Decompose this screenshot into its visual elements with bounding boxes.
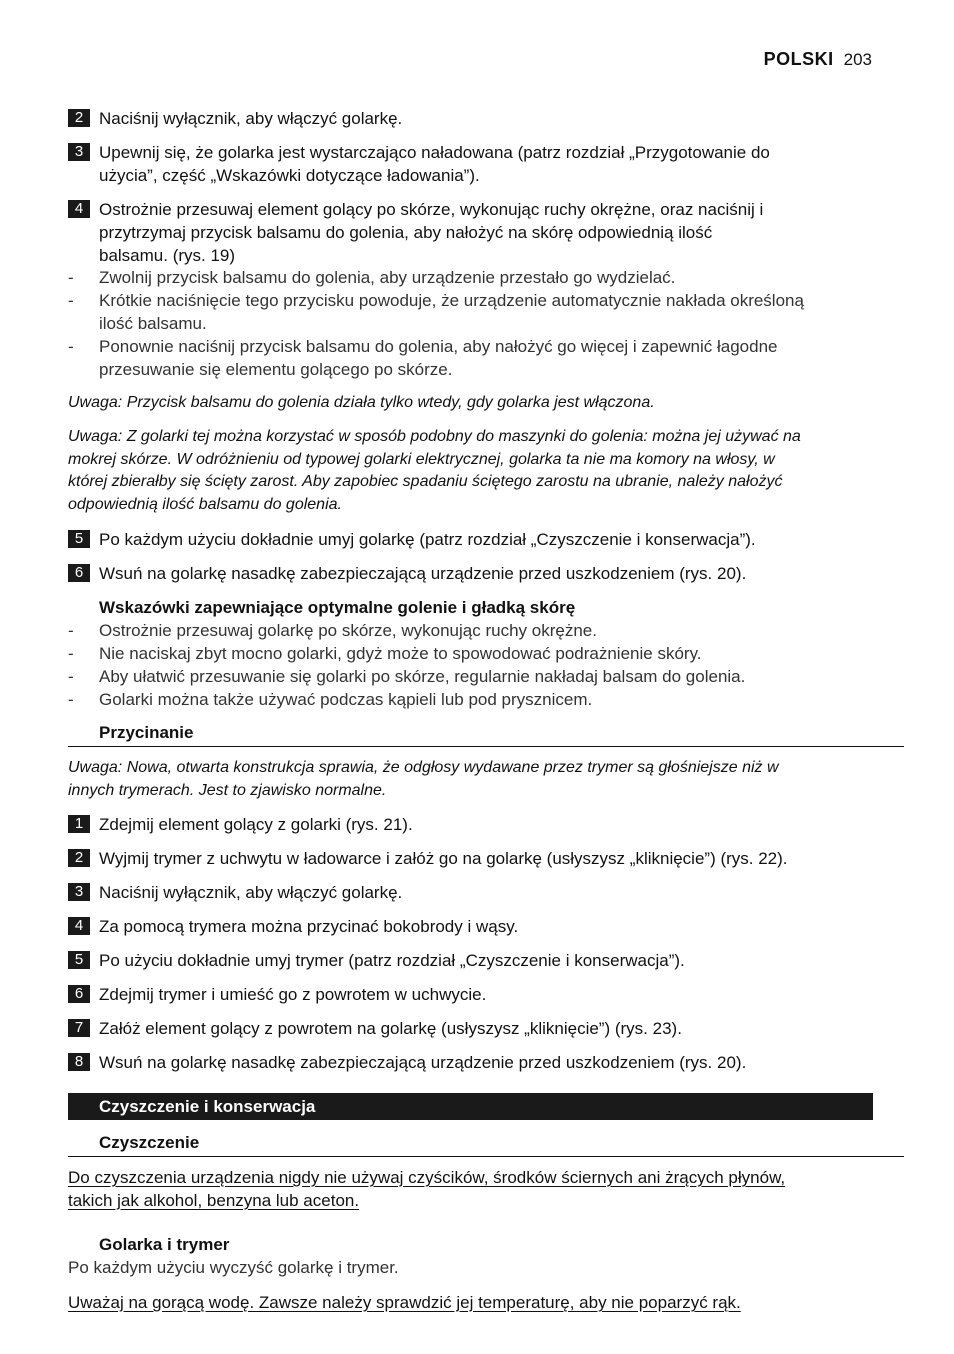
step-item [68, 847, 904, 870]
step-line: balsamu. (rys. 19) [99, 246, 236, 265]
note-line: mokrej skórze. W odróżnieniu od typowej golarki elektrycznej, golarka ta nie ma komory na włosy, w [68, 450, 775, 468]
step-text: Po użyciu dokładnie umyj trymer (patrz rozdział „Czyszczenie i konserwacja”). [99, 951, 685, 970]
clean-warning [68, 1166, 873, 1212]
step-number: 5 [68, 530, 90, 548]
step-text: Załóż element golący z powrotem na golarkę (usłyszysz „kliknięcie”) (rys. 23). [99, 1019, 682, 1038]
step-text: Za pomocą trymera można przycinać bokobrody i wąsy. [99, 917, 519, 936]
warning-line: Do czyszczenia urządzenia nigdy nie używaj czyścików, środków ściernych ani żrących płynów, [68, 1168, 786, 1187]
step-item [68, 881, 904, 904]
shaver-heading: Golarka i trymer [99, 1235, 230, 1254]
bullet-item: - Ponownie naciśnij przycisk balsamu do golenia, aby nałożyć go więcej i zapewnić łagodne przesuwanie się elementu golącego po skórze. [68, 335, 904, 381]
bullet-line: Nie naciskaj zbyt mocno golarki, gdyż może to spowodować podrażnienie skóry. [99, 644, 702, 663]
step-item [68, 1051, 904, 1074]
step-number: 3 [68, 883, 90, 901]
step-line: Upewnij się, że golarka jest wystarczająco naładowana (patrz rozdział „Przygotowanie do [99, 143, 770, 162]
step-line: Ostrożnie przesuwaj element golący po skórze, wykonując ruchy okrężne, oraz naciśnij i [99, 200, 764, 219]
step-number: 1 [68, 815, 90, 833]
note-line: odpowiednią ilość balsamu do golenia. [68, 495, 342, 513]
step-line: użycia”, część „Wskazówki dotyczące ładowania”). [99, 166, 480, 185]
bullet-line: Golarki można także używać podczas kąpieli lub pod prysznicem. [99, 690, 593, 709]
bullet-line: Zwolnij przycisk balsamu do golenia, aby urządzenie przestało go wydzielać. [99, 268, 676, 287]
warning-line: Uważaj na gorącą wodę. Zawsze należy sprawdzić jej temperaturę, aby nie poparzyć rąk. [68, 1293, 741, 1312]
step-item [68, 1017, 904, 1040]
note [68, 757, 873, 802]
step-item [68, 813, 904, 836]
step-number: 2 [68, 109, 90, 127]
hot-water-warning [68, 1291, 873, 1314]
section-title: Czyszczenie i konserwacja [99, 1097, 316, 1116]
tips-heading: Wskazówki zapewniające optymalne golenie i gładką skórę [99, 598, 576, 617]
step-text: Zdejmij trymer i umieść go z powrotem w uchwycie. [99, 985, 487, 1004]
step-text: Wsuń na golarkę nasadkę zabezpieczającą urządzenie przed uszkodzeniem (rys. 20). [99, 564, 747, 583]
step-number: 6 [68, 564, 90, 582]
step-number: 5 [68, 951, 90, 969]
bullet-line: Ponownie naciśnij przycisk balsamu do golenia, aby nałożyć go więcej i zapewnić łagodne [99, 337, 778, 356]
bullet-line: Ostrożnie przesuwaj golarkę po skórze, wykonując ruchy okrężne. [99, 621, 597, 640]
bullet-line: ilość balsamu. [99, 314, 207, 333]
step-text: Naciśnij wyłącznik, aby włączyć golarkę. [99, 883, 403, 902]
bullet-item: - Golarki można także używać podczas kąpieli lub pod prysznicem. [68, 690, 593, 709]
step-number: 3 [68, 143, 90, 161]
step-item [68, 949, 904, 972]
step-number: 6 [68, 985, 90, 1003]
note [68, 426, 873, 516]
page-number: 203 [843, 50, 872, 69]
bullet-item: - Zwolnij przycisk balsamu do golenia, aby urządzenie przestało go wydzielać. [68, 266, 904, 289]
page-header [764, 49, 872, 70]
step-number: 8 [68, 1053, 90, 1071]
note: Uwaga: Przycisk balsamu do golenia działa tylko wtedy, gdy golarka jest włączona. [68, 394, 655, 411]
note-line: innych trymerach. Jest to zjawisko normalne. [68, 781, 387, 799]
step-item [68, 528, 904, 551]
bullet-line: Krótkie naciśnięcie tego przycisku powoduje, że urządzenie automatycznie nakłada określoną [99, 291, 804, 310]
step-item [68, 141, 904, 187]
bullet-line: Aby ułatwić przesuwanie się golarki po skórze, regularnie nakładaj balsam do golenia. [99, 667, 746, 686]
note-line: której zbierałby się ścięty zarost. Aby zapobiec spadaniu ściętego zarostu na ubranie, należy nałożyć [68, 473, 783, 490]
step-item [68, 562, 904, 585]
step-number: 7 [68, 1019, 90, 1037]
step-item [68, 983, 904, 1006]
bullet-item: - Ostrożnie przesuwaj golarkę po skórze, wykonując ruchy okrężne. [68, 621, 597, 640]
step-line: przytrzymaj przycisk balsamu do golenia, aby nałożyć na skórę odpowiednią ilość [99, 223, 713, 242]
clean-heading: Czyszczenie [68, 1131, 904, 1157]
step-text: Wyjmij trymer z uchwytu w ładowarce i załóż go na golarkę (usłyszysz „kliknięcie”) (rys. 22). [99, 849, 788, 868]
note-line: Uwaga: Z golarki tej można korzystać w sposób podobny do maszynki do golenia: można jej używać na [68, 428, 801, 445]
step-number: 4 [68, 917, 90, 935]
bullet-item: - Krótkie naciśnięcie tego przycisku powoduje, że urządzenie automatycznie nakłada określoną ilość balsamu. [68, 289, 904, 335]
section-bar [68, 1093, 873, 1120]
bullet-item: - Aby ułatwić przesuwanie się golarki po skórze, regularnie nakładaj balsam do golenia. [68, 667, 746, 686]
warning-line: takich jak alkohol, benzyna lub aceton. [68, 1191, 360, 1210]
step-number: 4 [68, 200, 90, 218]
step-text: Wsuń na golarkę nasadkę zabezpieczającą urządzenie przed uszkodzeniem (rys. 20). [99, 1053, 747, 1072]
note-line: Uwaga: Nowa, otwarta konstrukcja sprawia, że odgłosy wydawane przez trymer są głośniejsze niż w [68, 759, 779, 776]
step-number: 2 [68, 849, 90, 867]
step-text: Zdejmij element golący z golarki (rys. 21). [99, 815, 413, 834]
bullet-line: przesuwanie się elementu golącego po skórze. [99, 360, 453, 379]
step-text: Po każdym użyciu dokładnie umyj golarkę (patrz rozdział „Czyszczenie i konserwacja”). [99, 530, 756, 549]
step-item [68, 107, 904, 130]
bullet-item: - Nie naciskaj zbyt mocno golarki, gdyż może to spowodować podrażnienie skóry. [68, 644, 702, 663]
step-item [68, 915, 904, 938]
language-label: POLSKI [763, 49, 834, 69]
step-item [68, 198, 904, 267]
shaver-text: Po każdym użyciu wyczyść golarkę i trymer. [68, 1258, 399, 1277]
trim-heading: Przycinanie [68, 721, 904, 747]
step-text: Naciśnij wyłącznik, aby włączyć golarkę. [99, 109, 403, 128]
